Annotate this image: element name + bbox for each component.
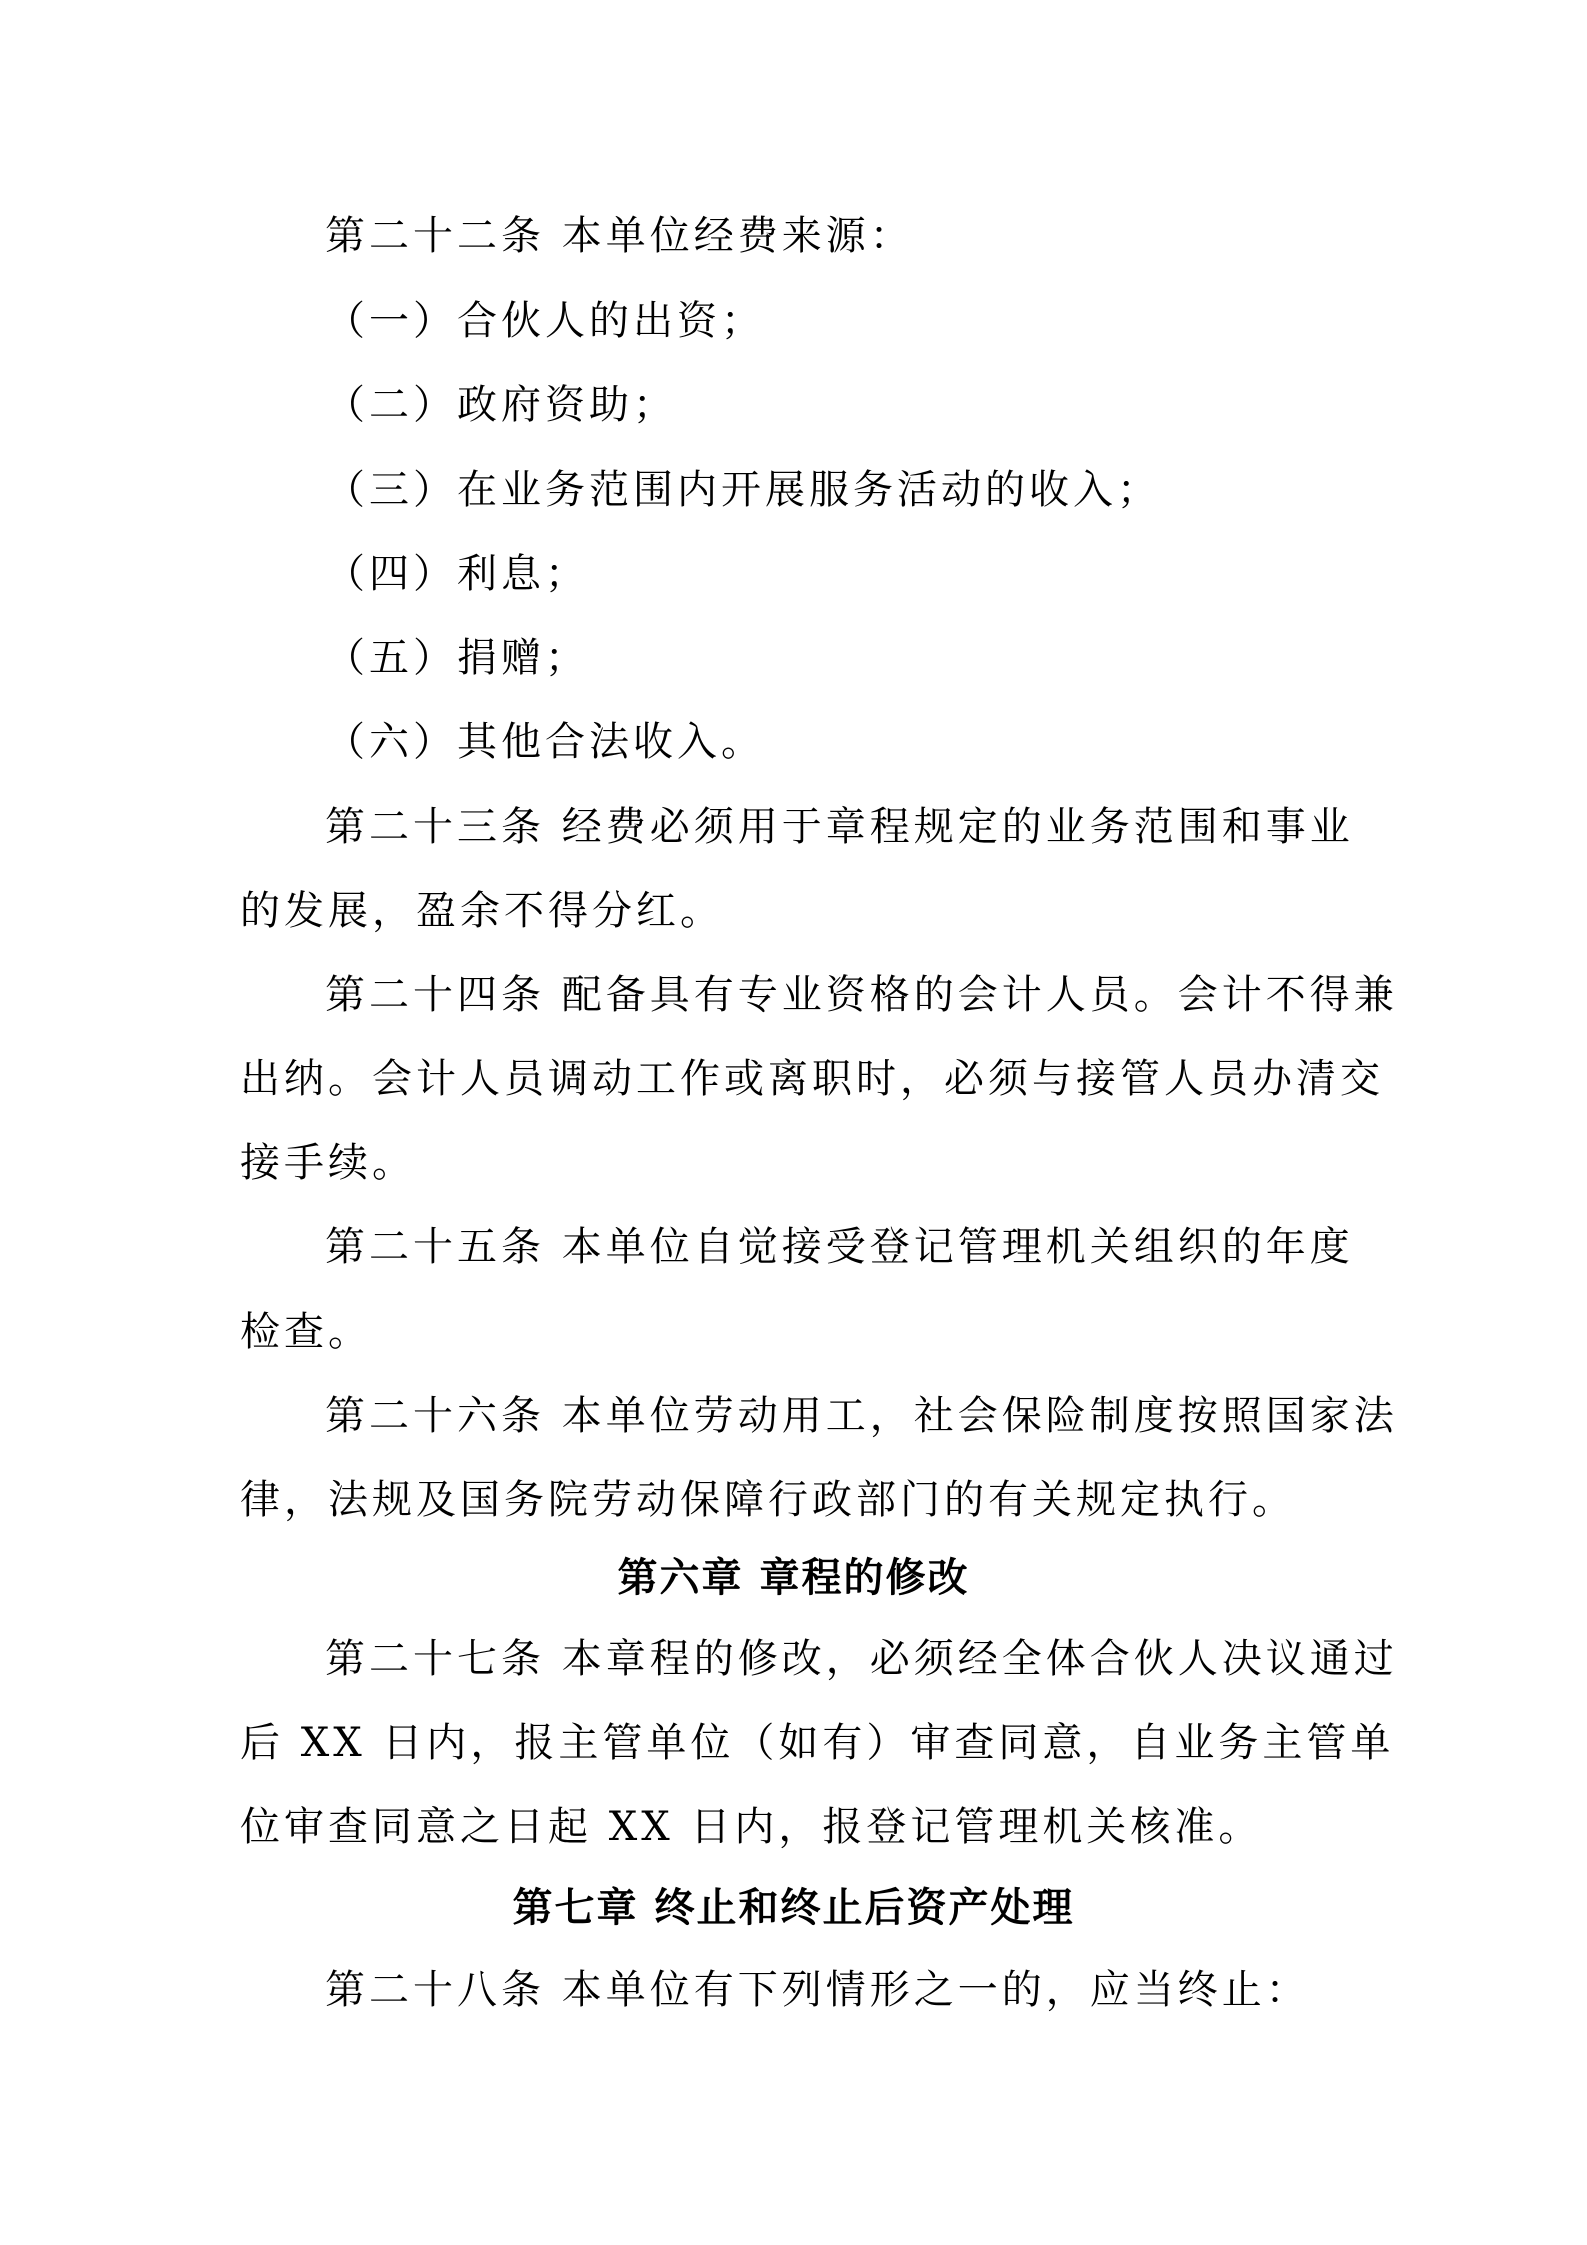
- list-item-6: （六）其他合法收入。: [325, 719, 765, 765]
- article-27-line-3: 位审查同意之日起 XX 日内，报登记管理机关核准。: [240, 1804, 1263, 1850]
- article-22-heading: 第二十二条 本单位经费来源：: [325, 213, 914, 259]
- chapter-6-title: 第六章 章程的修改: [617, 1554, 970, 1601]
- article-26-line-2: 律，法规及国务院劳动保障行政部门的有关规定执行。: [240, 1477, 1296, 1523]
- chapter-7-title: 第七章 终止和终止后资产处理: [512, 1884, 1075, 1931]
- article-23-line-2: 的发展，盈余不得分红。: [240, 888, 724, 934]
- article-27-line-2: 后 XX 日内，报主管单位（如有）审查同意，自业务主管单: [240, 1720, 1395, 1766]
- article-23-line-1: 第二十三条 经费必须用于章程规定的业务范围和事业: [325, 804, 1354, 850]
- list-item-3: （三）在业务范围内开展服务活动的收入；: [325, 467, 1161, 513]
- article-26-line-1: 第二十六条 本单位劳动用工，社会保险制度按照国家法: [325, 1393, 1398, 1439]
- list-item-1: （一）合伙人的出资；: [325, 298, 765, 344]
- article-24-line-2: 出纳。会计人员调动工作或离职时，必须与接管人员办清交: [240, 1056, 1384, 1102]
- list-item-5: （五）捐赠；: [325, 635, 589, 681]
- list-item-2: （二）政府资助；: [325, 382, 677, 428]
- article-24-line-3: 接手续。: [240, 1140, 416, 1186]
- article-24-line-1: 第二十四条 配备具有专业资格的会计人员。会计不得兼: [325, 972, 1398, 1018]
- list-item-4: （四）利息；: [325, 551, 589, 597]
- article-28-line-1: 第二十八条 本单位有下列情形之一的，应当终止：: [325, 1967, 1310, 2013]
- article-27-line-1: 第二十七条 本章程的修改，必须经全体合伙人决议通过: [325, 1636, 1398, 1682]
- article-25-line-2: 检查。: [240, 1309, 372, 1355]
- article-25-line-1: 第二十五条 本单位自觉接受登记管理机关组织的年度: [325, 1224, 1354, 1270]
